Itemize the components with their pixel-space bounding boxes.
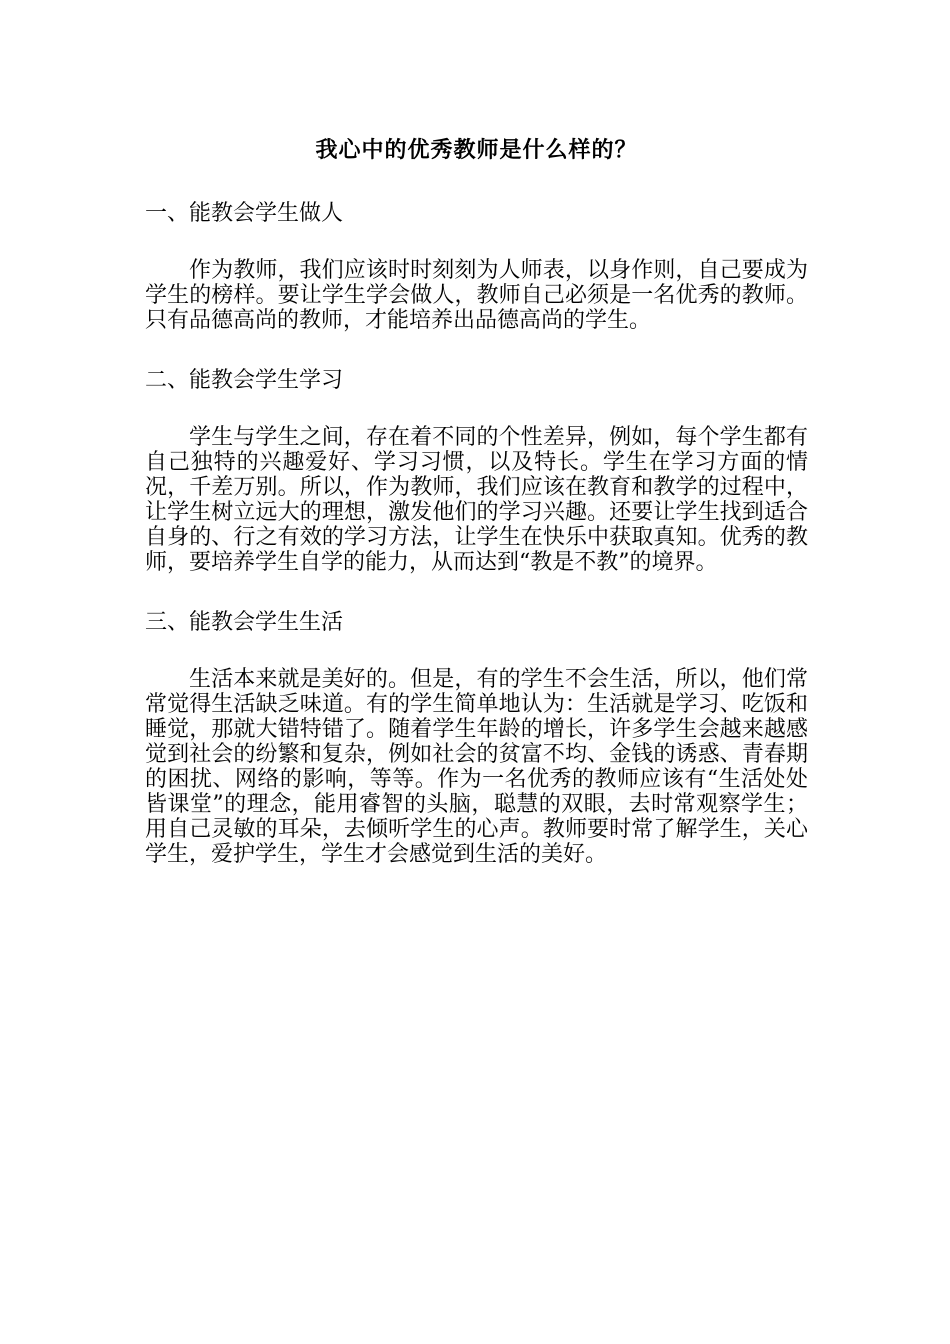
document-page	[145, 130, 808, 895]
document-title: 我心中的优秀教师是什么样的？	[315, 137, 638, 163]
section-heading: 一、能教会学生做人	[145, 201, 344, 226]
section-paragraph: 作为教师，我们应该时时刻刻为人师表，以身作则，自己要成为学生的榜样。要让学生学会做人，教师自己必须是一名优秀的教师。只有品德高尚的教师，才能培养出品德高尚的学生。	[145, 258, 808, 333]
section-2	[145, 361, 808, 575]
section-1	[145, 194, 808, 333]
section-paragraph: 学生与学生之间，存在着不同的个性差异，例如，每个学生都有自己独特的兴趣爱好、学习习惯，以及特长。学生在学习方面的情况，千差万别。所以，作为教师，我们应该在教育和教学的过程中，让学生树立远大的理想，激发他们的学习兴趣。还要让学生找到适合自身的、行之有效的学习方法，让学生在快乐中获取真知。优秀的教师，要培养学生自学的能力，从而达到“教是不教”的境界。	[145, 425, 808, 575]
section-paragraph: 生活本来就是美好的。但是，有的学生不会生活，所以，他们常常觉得生活缺乏味道。有的学生简单地认为：生活就是学习、吃饭和睡觉，那就大错特错了。随着学生年龄的增长，许多学生会越来越感觉到社会的纷繁和复杂，例如社会的贫富不均、金钱的诱惑、青春期的困扰、网络的影响，等等。作为一名优秀的教师应该有“生活处处皆课堂”的理念，能用睿智的头脑，聪慧的双眼，去时常观察学生；用自己灵敏的耳朵，去倾听学生的心声。教师要时常了解学生，关心学生，爱护学生，学生才会感觉到生活的美好。	[145, 667, 808, 867]
section-3	[145, 603, 808, 867]
section-heading: 三、能教会学生生活	[145, 610, 344, 635]
section-heading: 二、能教会学生学习	[145, 368, 344, 393]
